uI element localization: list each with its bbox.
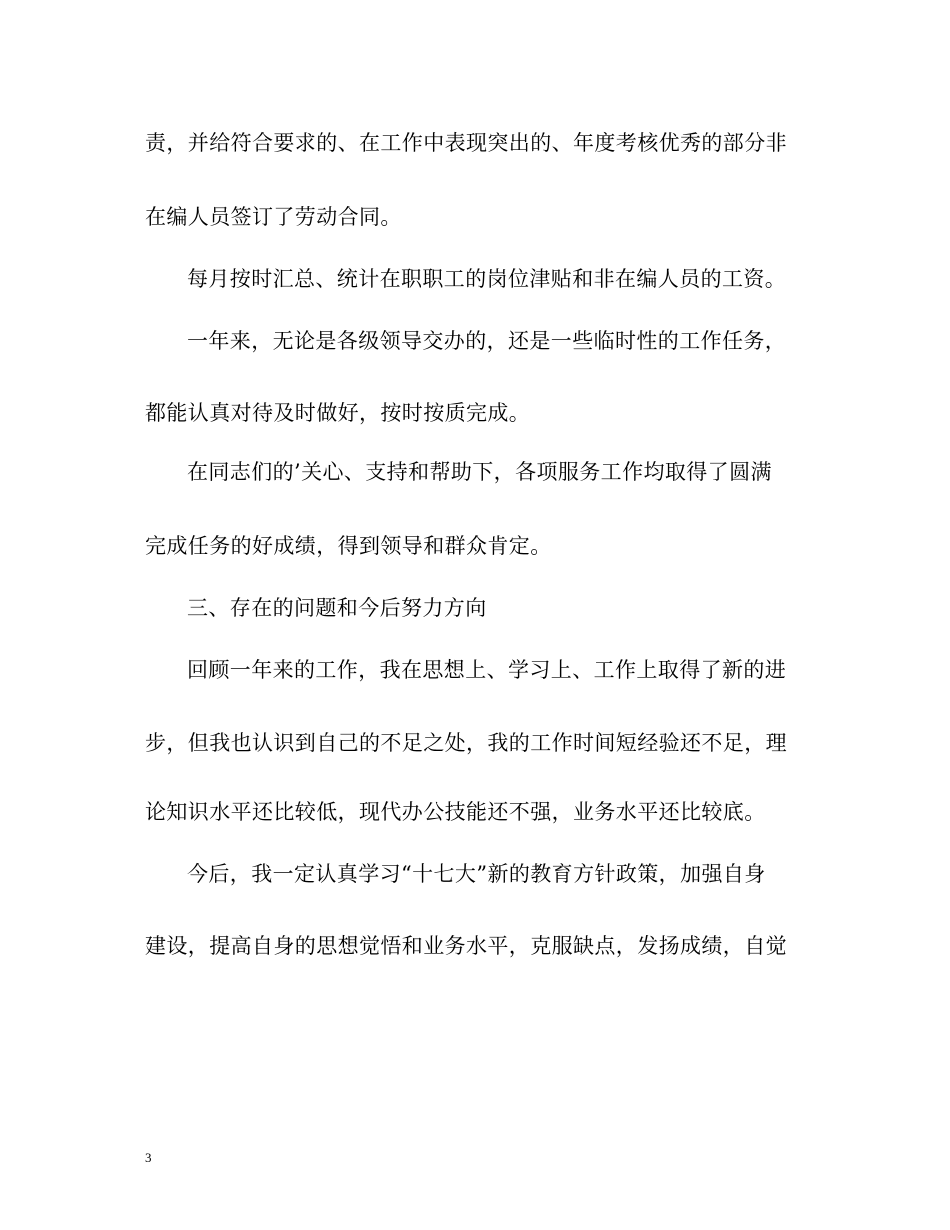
text-line: 在编人员签订了劳动合同。 <box>145 205 402 229</box>
paragraph-line: 回顾一年来的工作，我在思想上、学习上、工作上取得了新的进 <box>187 658 787 682</box>
paragraph-line: 今后，我一定认真学习“十七大”新的教育方针政策，加强自身 <box>187 862 766 886</box>
paragraph-line: 一年来，无论是各级领导交办的，还是一些临时性的工作任务， <box>187 329 787 353</box>
text-line: 责，并给符合要求的、在工作中表现突出的、年度考核优秀的部分非 <box>145 131 787 155</box>
paragraph-line: 每月按时汇总、统计在职职工的岗位津贴和非在编人员的工资。 <box>187 267 787 291</box>
paragraph-line: 在同志们的’关心、支持和帮助下，各项服务工作均取得了圆满 <box>187 460 772 484</box>
page-number: 3 <box>145 1150 152 1165</box>
text-line: 步，但我也认识到自己的不足之处，我的工作时间短经验还不足，理 <box>145 731 787 755</box>
text-line: 都能认真对待及时做好，按时按质完成。 <box>145 401 531 425</box>
text-line: 完成任务的好成绩，得到领导和群众肯定。 <box>145 534 552 558</box>
section-heading: 三、存在的问题和今后努力方向 <box>187 596 487 620</box>
text-line: 论知识水平还比较低，现代办公技能还不强，业务水平还比较底。 <box>145 800 766 824</box>
text-line: 建设，提高自身的思想觉悟和业务水平，克服缺点，发扬成绩，自觉 <box>145 934 787 958</box>
